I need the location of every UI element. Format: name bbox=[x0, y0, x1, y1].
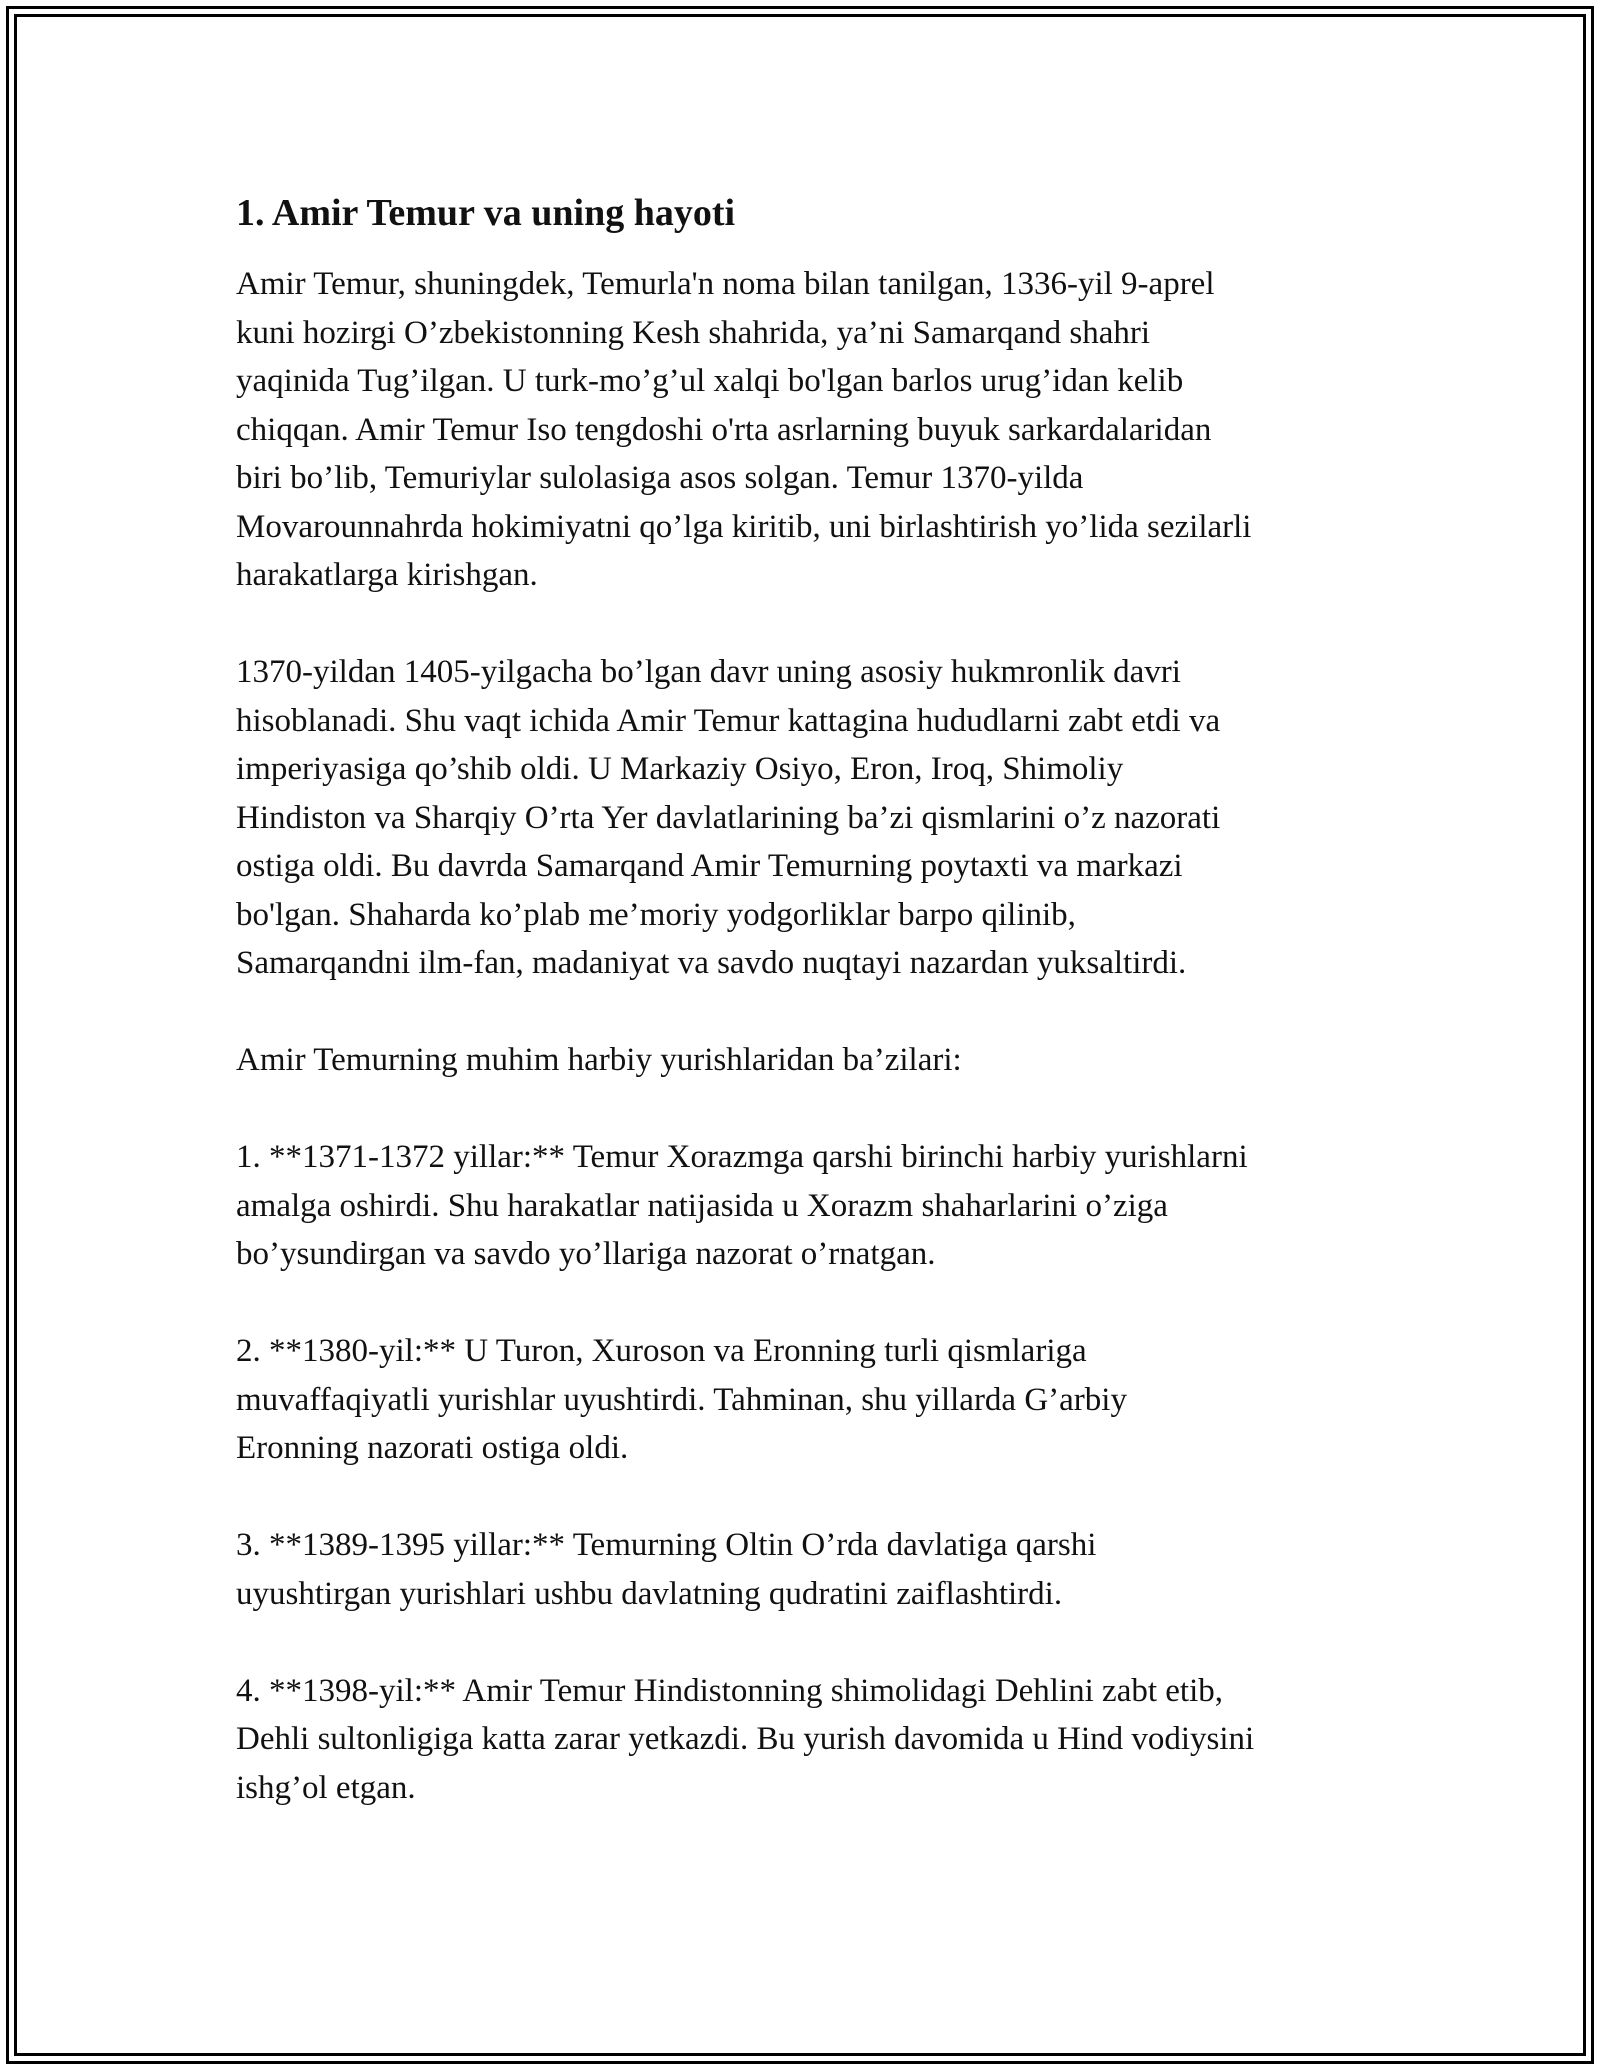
text-line: biri bo’lib, Temuriylar sulolasiga asos solgan. Temur 1370-yilda bbox=[236, 460, 1084, 496]
text-line: Movarounnahrda hokimiyatni qo’lga kiritib, uni birlashtirish yo’lida sezilarli bbox=[236, 508, 1252, 545]
text-line: harakatlarga kirishgan. bbox=[236, 557, 538, 593]
text-line: Amir Temurning muhim harbiy yurishlaridan ba’zilari: bbox=[236, 1042, 962, 1078]
text-line: uyushtirgan yurishlari ushbu davlatning qudratini zaiflashtirdi. bbox=[236, 1575, 1063, 1612]
text-line: Hindiston va Sharqiy O’rta Yer davlatlarining ba’zi qismlarini o’z nazorati bbox=[236, 799, 1221, 836]
paragraph-reign bbox=[236, 648, 1386, 988]
text-line: muvaffaqiyatli yurishlar uyushtirdi. Tahminan, shu yillarda G’arbiy bbox=[236, 1381, 1127, 1418]
text-line: 1370-yildan 1405-yilgacha bo’lgan davr uning asosiy hukmronlik davri bbox=[236, 654, 1181, 690]
text-line: ostiga oldi. Bu davrda Samarqand Amir Temurning poytaxti va markazi bbox=[236, 848, 1183, 884]
text-line: 3. **1389-1395 yillar:** Temurning Oltin O’rda davlatiga qarshi bbox=[236, 1527, 1097, 1563]
text-line: Samarqandni ilm-fan, madaniyat va savdo nuqtayi nazardan yuksaltirdi. bbox=[236, 945, 1187, 981]
document-title: 1. Amir Temur va uning hayoti bbox=[236, 192, 736, 234]
paragraph-intro bbox=[236, 260, 1386, 600]
text-line: bo’ysundirgan va savdo yo’llariga nazorat o’rnatgan. bbox=[236, 1236, 936, 1272]
text-line: 2. **1380-yil:** U Turon, Xuroson va Eronning turli qismlariga bbox=[236, 1333, 1087, 1369]
list-item-campaign-1 bbox=[236, 1133, 1386, 1279]
text-line: Amir Temur, shuningdek, Temurla'n noma bilan tanilgan, 1336-yil 9-aprel bbox=[236, 266, 1215, 302]
text-line: chiqqan. Amir Temur Iso tengdoshi o'rta asrlarning buyuk sarkardalaridan bbox=[236, 411, 1212, 448]
text-line: Dehli sultonligiga katta zarar yetkazdi. Bu yurish davomida u Hind vodiysini bbox=[236, 1721, 1255, 1757]
list-item-campaign-4 bbox=[236, 1667, 1386, 1813]
text-line: ishg’ol etgan. bbox=[236, 1769, 416, 1806]
document-body bbox=[236, 186, 1386, 1861]
text-line: 1. **1371-1372 yillar:** Temur Xorazmga qarshi birinchi harbiy yurishlarni bbox=[236, 1139, 1248, 1175]
list-item-campaign-2 bbox=[236, 1327, 1386, 1473]
text-line: Eronning nazorati ostiga oldi. bbox=[236, 1430, 629, 1466]
text-line: yaqinida Tug’ilgan. U turk-mo’g’ul xalqi bo'lgan barlos urug’idan kelib bbox=[236, 363, 1184, 399]
text-line: amalga oshirdi. Shu harakatlar natijasida u Xorazm shaharlarini o’ziga bbox=[236, 1187, 1168, 1224]
text-line: hisoblanadi. Shu vaqt ichida Amir Temur kattagina hududlarni zabt etdi va bbox=[236, 702, 1221, 739]
text-line: bo'lgan. Shaharda ko’plab me’moriy yodgorliklar barpo qilinib, bbox=[236, 896, 1076, 933]
text-line: 4. **1398-yil:** Amir Temur Hindistonning shimolidagi Dehlini zabt etib, bbox=[236, 1672, 1224, 1709]
list-item-campaign-3 bbox=[236, 1521, 1386, 1618]
text-line: kuni hozirgi O’zbekistonning Kesh shahrida, ya’ni Samarqand shahri bbox=[236, 314, 1151, 351]
paragraph-campaigns-heading bbox=[236, 1036, 1386, 1085]
text-line: imperiyasiga qo’shib oldi. U Markaziy Osiyo, Eron, Iroq, Shimoliy bbox=[236, 751, 1124, 787]
